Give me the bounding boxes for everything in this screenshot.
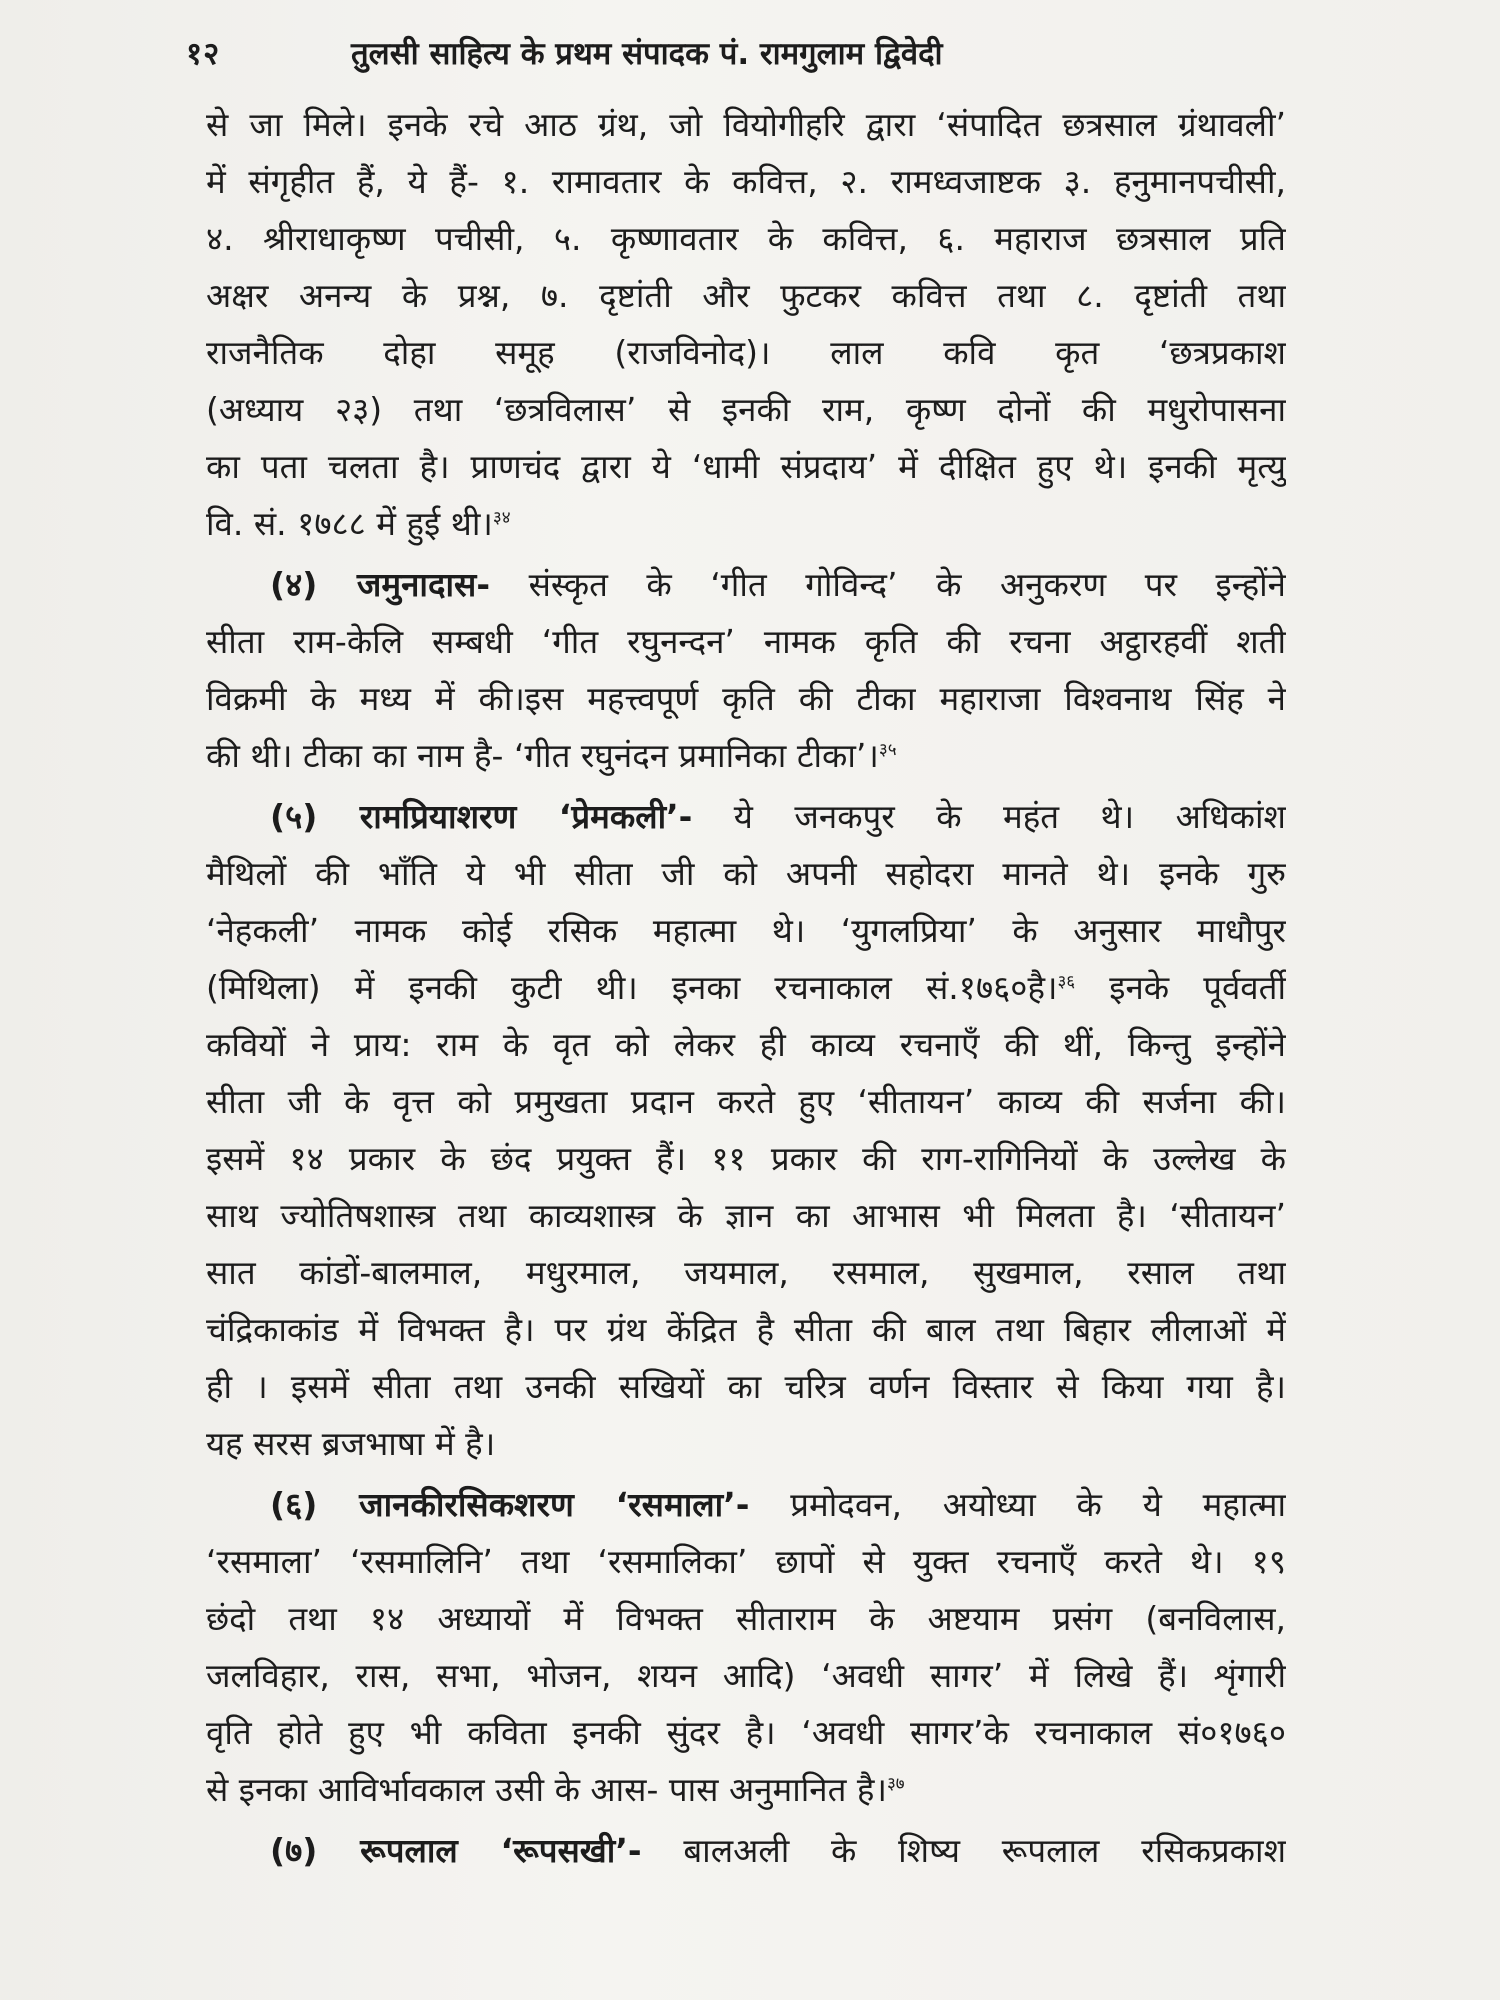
footnote-marker: ३४ bbox=[492, 508, 511, 528]
text-line bbox=[206, 1533, 1286, 1590]
page-number: १२ bbox=[186, 36, 221, 72]
text-line bbox=[206, 324, 1286, 381]
line-text: प्रमोदवन, अयोध्या के ये महात्मा bbox=[749, 1485, 1286, 1524]
line-text: साथ ज्योतिषशास्त्र तथा काव्यशास्त्र के ज्ञान का आभास भी मिलता है। ‘सीतायन’ bbox=[206, 1196, 1286, 1235]
paragraph-heading-line bbox=[206, 1476, 1286, 1533]
line-text: सात कांडों-बालमाल, मधुरमाल, जयमाल, रसमाल, सुखमाल, रसाल तथा bbox=[206, 1253, 1286, 1292]
line-text: मैथिलों की भाँति ये भी सीता जी को अपनी सहोदरा मानते थे। इनके गुरु bbox=[206, 854, 1286, 893]
line-text: वि. सं. १७८८ में हुई थी। bbox=[206, 504, 493, 543]
text-line bbox=[206, 1590, 1286, 1647]
line-text: कवियों ने प्राय: राम के वृत को लेकर ही काव्य रचनाएँ की थीं, किन्तु इन्होंने bbox=[206, 1025, 1286, 1064]
text-line bbox=[206, 381, 1286, 438]
line-text: ‘नेहकली’ नामक कोई रसिक महात्मा थे। ‘युगलप्रिया’ के अनुसार माधौपुर bbox=[206, 911, 1286, 950]
line-text: इसमें १४ प्रकार के छंद प्रयुक्त हैं। ११ प्रकार की राग-रागिनियों के उल्लेख के bbox=[206, 1139, 1286, 1178]
line-text: से इनका आविर्भावकाल उसी के आस- पास अनुमानित है। bbox=[206, 1770, 887, 1809]
text-line bbox=[206, 1016, 1286, 1073]
text-line bbox=[206, 1187, 1286, 1244]
text-line bbox=[206, 845, 1286, 902]
text-line bbox=[206, 670, 1286, 727]
text-line bbox=[206, 1761, 1286, 1818]
text-line bbox=[206, 267, 1286, 324]
line-text: चंद्रिकाकांड में विभक्त है। पर ग्रंथ केंद्रित है सीता की बाल तथा बिहार लीलाओं में bbox=[206, 1310, 1286, 1349]
text-line bbox=[206, 613, 1286, 670]
text-line bbox=[206, 902, 1286, 959]
text-line bbox=[206, 1130, 1286, 1187]
text-line bbox=[206, 495, 1286, 552]
line-text: (अध्याय २३) तथा ‘छत्रविलास’ से इनकी राम, कृष्ण दोनों की मधुरोपासना bbox=[206, 390, 1286, 429]
line-text: ४. श्रीराधाकृष्ण पचीसी, ५. कृष्णावतार के कवित्त, ६. महाराज छत्रसाल प्रति bbox=[206, 219, 1286, 258]
text-line bbox=[206, 1358, 1286, 1415]
footnote-marker: ३५ bbox=[878, 740, 897, 760]
text-line bbox=[206, 1704, 1286, 1761]
line-text: अक्षर अनन्य के प्रश्न, ७. दृष्टांती और फुटकर कवित्त तथा ८. दृष्टांती तथा bbox=[206, 276, 1286, 315]
line-text: बालअली के शिष्य रूपलाल रसिकप्रकाश bbox=[641, 1831, 1286, 1870]
line-text: से जा मिले। इनके रचे आठ ग्रंथ, जो वियोगीहरि द्वारा ‘संपादित छत्रसाल ग्रंथावली’ bbox=[206, 105, 1286, 144]
page-header bbox=[186, 28, 1312, 88]
section-heading: (७) रूपलाल ‘रूपसखी’- bbox=[270, 1831, 642, 1870]
line-text: (मिथिला) में इनकी कुटी थी। इनका रचनाकाल सं.१७६०है। bbox=[206, 968, 1058, 1007]
text-line bbox=[206, 438, 1286, 495]
line-text-continued: इनके पूर्ववर्ती bbox=[1075, 968, 1286, 1007]
line-text: ‘रसमाला’ ‘रसमालिनि’ तथा ‘रसमालिका’ छापों से युक्त रचनाएँ करते थे। १९ bbox=[206, 1542, 1286, 1581]
line-text: ये जनकपुर के महंत थे। अधिकांश bbox=[692, 797, 1286, 836]
line-text: विक्रमी के मध्य में की।इस महत्त्वपूर्ण कृति की टीका महाराजा विश्वनाथ सिंह ने bbox=[206, 679, 1286, 718]
line-text: सीता जी के वृत्त को प्रमुखता प्रदान करते हुए ‘सीतायन’ काव्य की सर्जना की। bbox=[206, 1082, 1286, 1121]
footnote-marker: ३७ bbox=[886, 1774, 905, 1794]
text-line bbox=[206, 210, 1286, 267]
line-text: यह सरस ब्रजभाषा में है। bbox=[206, 1424, 496, 1463]
line-text: की थी। टीका का नाम है- ‘गीत रघुनंदन प्रमानिका टीका’। bbox=[206, 736, 879, 775]
line-text: संस्कृत के ‘गीत गोविन्द’ के अनुकरण पर इन्होंने bbox=[490, 565, 1286, 604]
text-line bbox=[206, 1244, 1286, 1301]
text-line bbox=[206, 1073, 1286, 1130]
text-line bbox=[206, 153, 1286, 210]
footnote-marker: ३६ bbox=[1057, 972, 1076, 992]
section-heading: (५) रामप्रियाशरण ‘प्रेमकली’- bbox=[270, 797, 693, 836]
body-text bbox=[206, 96, 1286, 1879]
line-text: छंदो तथा १४ अध्यायों में विभक्त सीताराम के अष्टयाम प्रसंग (बनविलास, bbox=[206, 1599, 1286, 1638]
text-line bbox=[206, 727, 1286, 784]
text-line bbox=[206, 959, 1286, 1016]
line-text: ही । इसमें सीता तथा उनकी सखियों का चरित्र वर्णन विस्तार से किया गया है। bbox=[206, 1367, 1286, 1406]
line-text: सीता राम-केलि सम्बधी ‘गीत रघुनन्दन’ नामक कृति की रचना अट्ठारहवीं शती bbox=[206, 622, 1286, 661]
section-heading: (४) जमुनादास- bbox=[270, 565, 491, 604]
line-text: राजनैतिक दोहा समूह (राजविनोद)। लाल कवि कृत ‘छत्रप्रकाश bbox=[206, 333, 1286, 372]
line-text: का पता चलता है। प्राणचंद द्वारा ये ‘धामी संप्रदाय’ में दीक्षित हुए थे। इनकी मृत्यु bbox=[206, 447, 1286, 486]
running-title: तुलसी साहित्य के प्रथम संपादक पं. रामगुलाम द्विवेदी bbox=[351, 36, 943, 72]
paragraph-heading-line bbox=[206, 556, 1286, 613]
text-line bbox=[206, 1647, 1286, 1704]
line-text: में संगृहीत हैं, ये हैं- १. रामावतार के कवित्त, २. रामध्वजाष्टक ३. हनुमानपचीसी, bbox=[206, 162, 1286, 201]
line-text: वृति होते हुए भी कविता इनकी सुंदर है। ‘अवधी सागर’के रचनाकाल सं०१७६० bbox=[206, 1713, 1286, 1752]
section-heading: (६) जानकीरसिकशरण ‘रसमाला’- bbox=[270, 1485, 750, 1524]
text-line bbox=[206, 1301, 1286, 1358]
text-line bbox=[206, 1415, 1286, 1472]
line-text: जलविहार, रास, सभा, भोजन, शयन आदि) ‘अवधी सागर’ में लिखे हैं। शृंगारी bbox=[206, 1656, 1286, 1695]
paragraph-heading-line bbox=[206, 1822, 1286, 1879]
text-line bbox=[206, 96, 1286, 153]
paragraph-heading-line bbox=[206, 788, 1286, 845]
